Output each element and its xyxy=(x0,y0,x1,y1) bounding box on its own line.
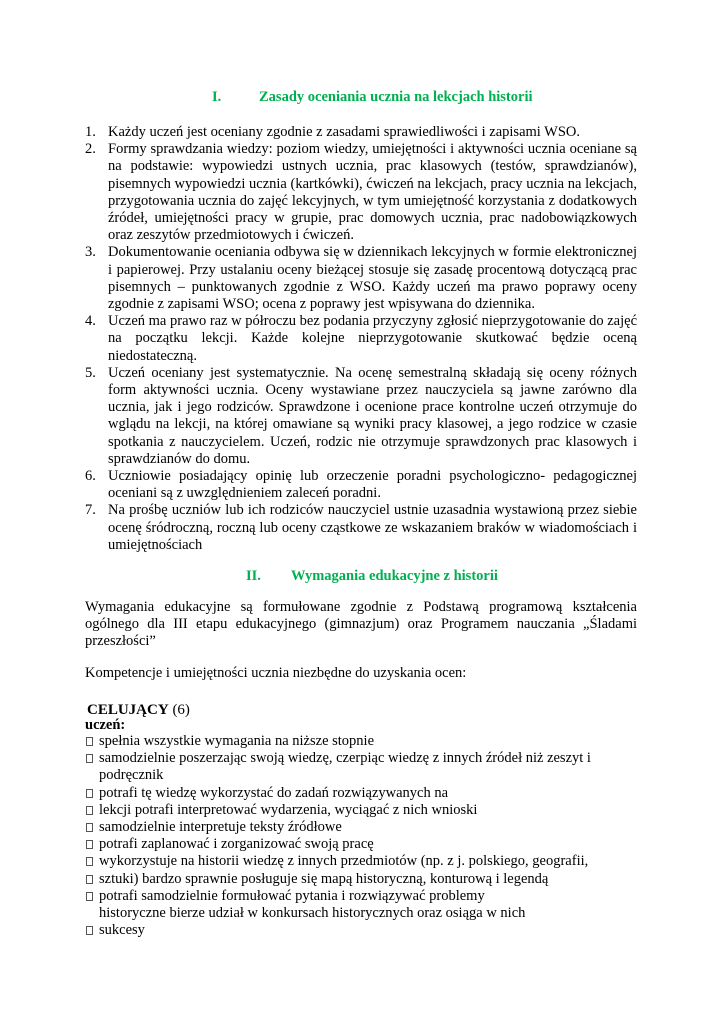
item-number: 3. xyxy=(85,244,96,261)
item-text: Dokumentowanie oceniania odbywa się w dziennikach lekcyjnych w formie elektronicznej i papierowej. Przy ustalaniu oceny bieżącej stosuje się zasadę procentową dotyczącą prac pisemnych – punktowanych zgodnie z WSO. Każdy uczeń ma prawo poprawy oceny zgodnie z zapisami WSO; ocena z poprawy jest wpisywana do dziennika. xyxy=(108,244,637,313)
intro-paragraph: Wymagania edukacyjne są formułowane zgodnie z Podstawą programową kształcenia ogólnego dla III etapu edukacyjnego (gimnazjum) oraz Programem nauczania „Śladami przeszłości” xyxy=(85,599,637,650)
list-item xyxy=(85,819,637,836)
checkbox-icon xyxy=(86,926,93,935)
list-item xyxy=(85,802,637,819)
list-item xyxy=(85,871,637,888)
item-number: 6. xyxy=(85,468,96,485)
checkbox-icon xyxy=(86,823,93,832)
item-text: Uczeń oceniany jest systematycznie. Na ocenę semestralną składają się oceny różnych form aktywności ucznia. Oceny wystawiane przez nauczyciela są jawne zarówno dla ucznia, jak i jego rodziców. Sprawdzone i ocenione prace kontrolne uczeń otrzymuje do wglądu na lekcji, na której omawiane są wyniki pracy klasowej, a jego rodzice w czasie spotkania z nauczycielem. Uczeń, rodzic nie otrzymuje sprawdzonych prac klasowych i sprawdzianów do domu. xyxy=(108,364,637,467)
list-item xyxy=(85,750,637,767)
list-item xyxy=(85,836,637,853)
competences-line: Kompetencje i umiejętności ucznia niezbędne do uzyskania ocen: xyxy=(85,665,467,681)
item-text: potrafi zaplanować i zorganizować swoją pracę xyxy=(99,836,374,853)
checkbox-icon xyxy=(86,892,93,901)
list-item xyxy=(85,733,637,750)
item-number: 1. xyxy=(85,124,96,140)
section-title: Zasady oceniania ucznia na lekcjach historii xyxy=(259,89,533,105)
item-text: potrafi samodzielnie formułować pytania i rozwiązywać problemy xyxy=(99,887,485,904)
section-number: II. xyxy=(246,568,261,584)
grading-rules-list xyxy=(85,124,637,554)
item-text: Na prośbę uczniów lub ich rodziców nauczyciel ustnie uzasadnia wystawioną przez siebie ocenę śródroczną, roczną lub oceny cząstkowe ze wskazaniem braków w wiadomościach i umiejętnościach xyxy=(108,502,637,553)
list-item xyxy=(85,124,637,141)
item-text: potrafi tę wiedzę wykorzystać do zadań rozwiązywanych na xyxy=(99,784,449,801)
item-number: 5. xyxy=(85,364,96,381)
section-title: Wymagania edukacyjne z historii xyxy=(291,568,498,584)
item-text: samodzielnie poszerzając swoją wiedzę, czerpiąc wiedzę z innych źródeł niż zeszyt i xyxy=(99,750,591,767)
item-number: 4. xyxy=(85,313,96,330)
item-number: 7. xyxy=(85,502,96,519)
list-item xyxy=(85,905,637,922)
requirements-list xyxy=(85,733,637,939)
checkbox-icon xyxy=(86,789,93,798)
item-text: Uczniowie posiadający opinię lub orzeczenie poradni psychologiczno- pedagogicznej oceniani są z uwzględnieniem zaleceń poradni. xyxy=(108,468,637,502)
list-item xyxy=(85,313,637,365)
list-item xyxy=(85,502,637,554)
item-text: sztuki) bardzo sprawnie posługuje się mapą historyczną, konturową i legendą xyxy=(99,870,549,887)
list-item xyxy=(85,785,637,802)
item-text: wykorzystuje na historii wiedzę z innych przedmiotów (np. z j. polskiego, geografii, xyxy=(99,853,589,870)
checkbox-icon xyxy=(86,754,93,763)
checkbox-icon xyxy=(86,857,93,866)
list-item xyxy=(85,468,637,502)
list-item xyxy=(85,853,637,870)
item-text: Uczeń ma prawo raz w półroczu bez podania przyczyny zgłosić nieprzygotowanie do zajęć na początku lekcji. Każde kolejne nieprzygotowanie skutkować będzie oceną niedostateczną. xyxy=(108,313,638,364)
list-item xyxy=(85,767,637,784)
grade-name: CELUJĄCY xyxy=(87,702,169,718)
list-item xyxy=(85,141,637,244)
list-item xyxy=(85,888,637,905)
item-text: samodzielnie interpretuje teksty źródłowe xyxy=(99,819,342,836)
section-number: I. xyxy=(212,89,222,105)
list-item xyxy=(85,365,637,468)
checkbox-icon xyxy=(86,840,93,849)
item-text: sukcesy xyxy=(99,922,145,939)
checkbox-icon xyxy=(86,737,93,746)
item-text: lekcji potrafi interpretować wydarzenia, wyciągać z nich wnioski xyxy=(99,801,478,818)
item-text: Każdy uczeń jest oceniany zgodnie z zasadami sprawiedliwości i zapisami WSO. xyxy=(108,124,581,140)
grade-value: (6) xyxy=(172,702,190,718)
item-text: podręcznik xyxy=(99,767,164,784)
item-text: historyczne bierze udział w konkursach historycznych oraz osiąga w nich xyxy=(99,905,526,922)
list-item xyxy=(85,922,637,939)
student-label: uczeń: xyxy=(85,717,126,733)
checkbox-icon xyxy=(86,806,93,815)
item-text: spełnia wszystkie wymagania na niższe stopnie xyxy=(99,733,375,749)
list-item xyxy=(85,244,637,313)
item-text: Formy sprawdzania wiedzy: poziom wiedzy, umiejętności i aktywności ucznia oceniane są na podstawie: wypowiedzi ustnych ucznia, prac klasowych (testów, sprawdzianów), pisemnych wypowiedzi ucznia (kartkówki), ćwiczeń na lekcjach, pracy ucznia na lekcjach, przygotowania ucznia do zajęć lekcyjnych, w tym umiejętność korzystania z dodatkowych źródeł, umiejętności pracy w grupie, prac domowych ucznia, prac nadobowiązkowych oraz zeszytów przedmiotowych i ćwiczeń. xyxy=(108,141,637,244)
checkbox-icon xyxy=(86,875,93,884)
item-number: 2. xyxy=(85,141,96,158)
